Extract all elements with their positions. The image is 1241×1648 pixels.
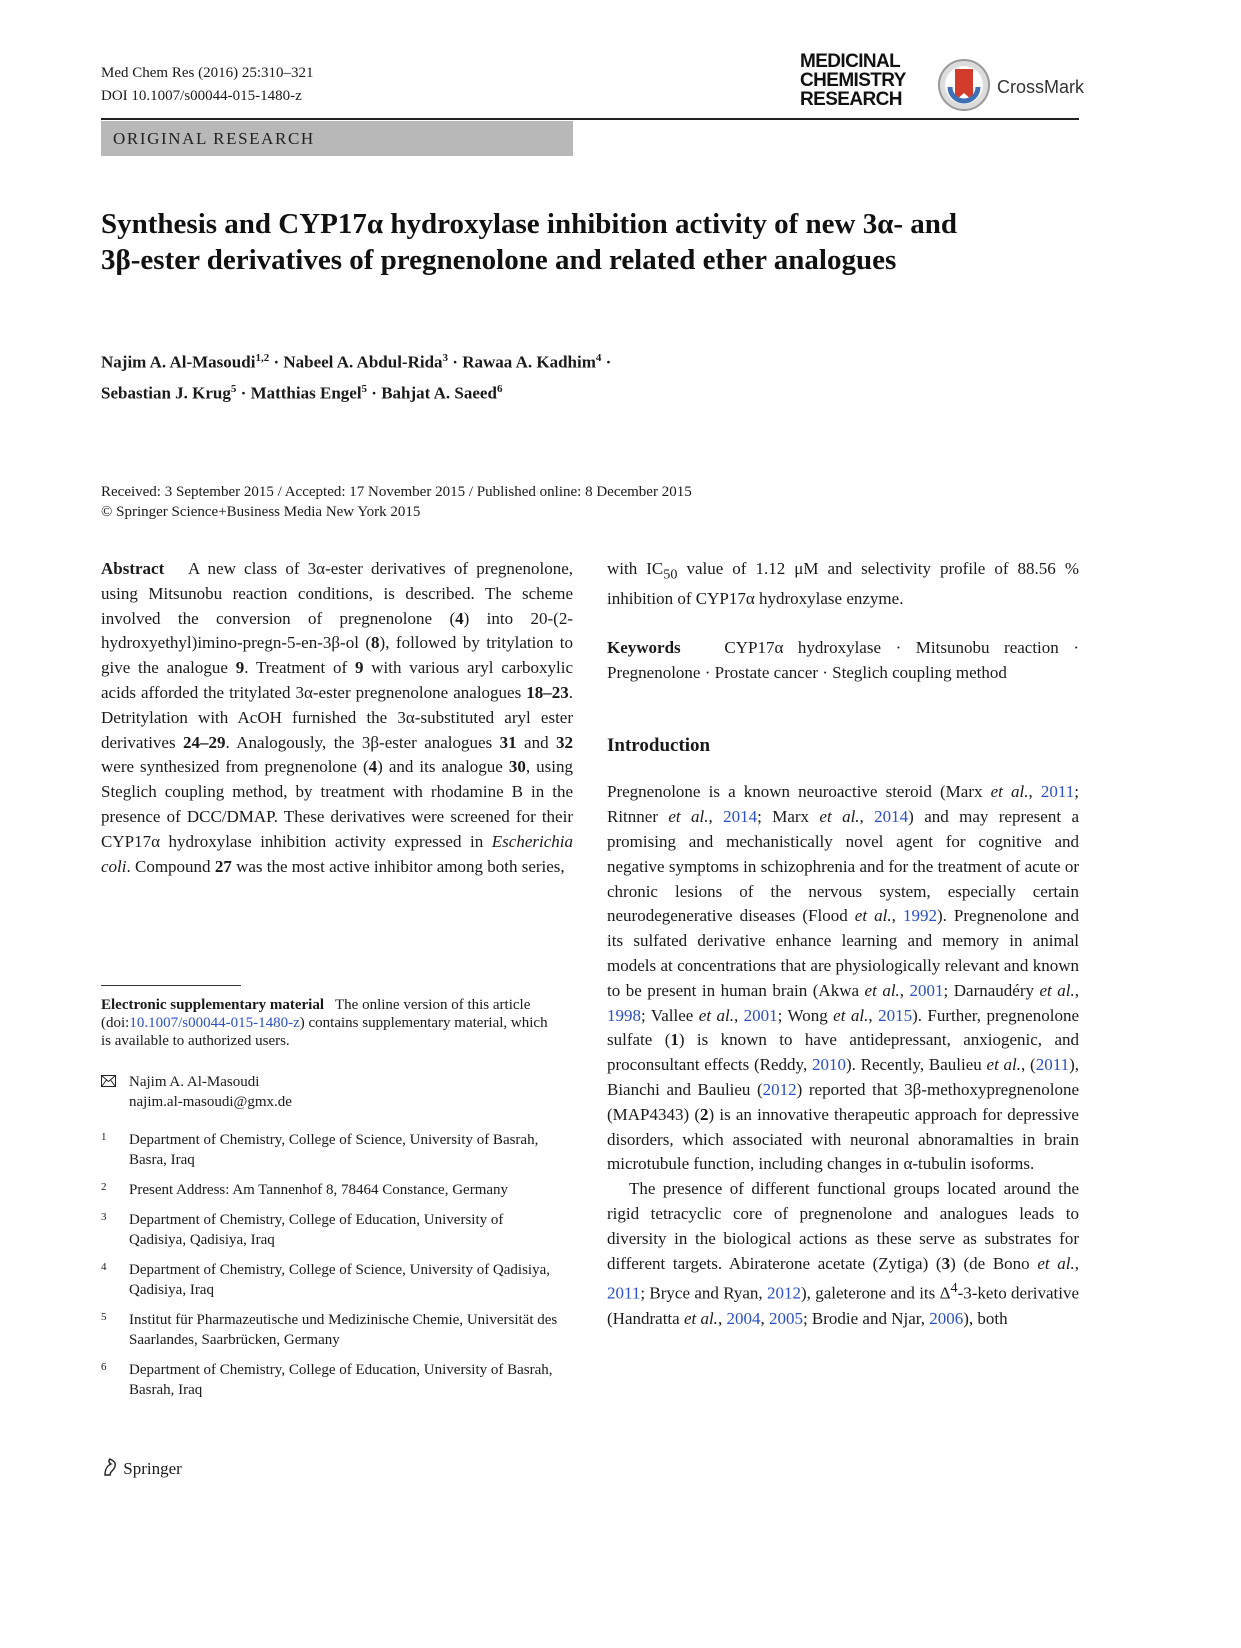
- author-list: Najim A. Al-Masoudi$^{1,2}$ · Nabeel A. Abdul-Rida$^3$ · Rawaa A. Kadhim$^4$ · Sebastian J. Krug$^5$ · Matthias Engel$^5$ · Bahjat A. Saeed$^6$: [101, 352, 612, 403]
- publisher-footer: [101, 1457, 182, 1479]
- corresponding-author: Najim A. Al-Masoudi: [129, 1074, 260, 1090]
- introduction-paragraph: Pregnenolone is a known neuroactive steroid (Marx et al., 2011; Ritnner et al., 2014; Marx et al., 2014) and may represent a promising and mechanistically novel agent for cognitive and negative symptoms in schizophrenia and for the treatment of acute or chronic lesions of the nervous system, especially certain neurodegenerative diseases (Flood et al., 1992). Pregnenolone and its sulfated derivative enhance learning and memory in animal models at concentrations that are physiologically relevant and known to be present in human brain (Akwa et al., 2001; Darnaudéry et al., 1998; Vallee et al., 2001; Wong et al., 2015). Further, pregnenolone sulfate (1) is known to have antidepressant, anxiogenic, and proconsultant effects (Reddy, 2010). Recently, Baulieu et al., (2011), Bianchi and Baulieu (2012) reported that 3β-methoxypregnenolone (MAP4343) (2) is an innovative therapeutic approach for depressive disorders, which associated with neuronal abnoramalties in brain microtubule function, including changes in α-tubulin isoforms.: [607, 782, 1080, 1174]
- affiliation-item: 5 Institut für Pharmazeutische und Medizinische Chemie, Universität des Saarlandes, Saarbrücken, Germany: [101, 1311, 558, 1348]
- published-date: Published online: 8 December 2015: [476, 484, 692, 500]
- author-affiliation-ref: 3: [442, 352, 449, 364]
- received-date: Received: 3 September 2015: [101, 484, 274, 500]
- footnote-divider: [101, 985, 241, 986]
- citation-link[interactable]: 2014: [723, 807, 758, 827]
- affiliation-list: [101, 1130, 561, 1410]
- keywords: Keywords CYP17α hydroxylase · Mitsunobu reaction · Pregnenolone · Prostate cancer · Steglich coupling method: [607, 637, 1080, 682]
- abstract-label: Abstract: [101, 559, 165, 578]
- author-affiliation-ref: 4: [595, 352, 602, 364]
- article-doi: DOI 10.1007/s00044-015-1480-z: [101, 88, 302, 104]
- citation-link[interactable]: 2010: [811, 1055, 846, 1075]
- article-title: Synthesis and CYP17α hydroxylase inhibition activity of new 3α- and 3β-ester derivatives of pregnenolone and related ether analogues: [101, 208, 958, 276]
- citation-link[interactable]: 2004: [726, 1308, 761, 1328]
- introduction-paragraph: The presence of different functional groups located around the rigid tetracyclic core of pregnenolone and analogues leads to diversity in the biological actions as these serve as substrates for different targets. Abiraterone acetate (Zytiga) (3) (de Bono et al., 2011; Bryce and Ryan, 2012), galeterone and its $\Delta^4-3$-keto derivative (Handratta et al., 2004, 2005; Brodie and Njar, 2006), both: [607, 1179, 1079, 1328]
- citation-link[interactable]: 2001: [743, 1005, 778, 1025]
- right-column: [607, 557, 1079, 1332]
- springer-horse-icon: [101, 1457, 119, 1477]
- corresponding-email[interactable]: najim.al-masoudi@gmx.de: [129, 1094, 292, 1110]
- author-name[interactable]: Nabeel A. Abdul-Rida: [283, 352, 443, 372]
- abstract: Abstract A new class of 3α-ester derivatives of pregnenolone, using Mitsunobu reaction conditions, is described. The scheme involved the conversion of pregnenolone (4) into 20-(2-hydroxyethyl)imino-pregn-5-en-3β-ol (8), followed by tritylation to give the analogue 9. Treatment of 9 with various aryl carboxylic acids afforded the tritylated 3α-ester pregnenolone analogues 18–23. Detritylation with AcOH furnished the 3α-substituted aryl ester derivatives 24–29. Analogously, the 3β-ester analogues 31 and 32 were synthesized from pregnenolone (4) and its analogue 30, using Steglich coupling method, by treatment with rhodamine B in the presence of DCC/DMAP. These derivatives were screened for their CYP17α hydroxylase inhibition activity expressed in Escherichia coli. Compound 27 was the most active inhibitor among both series,: [101, 559, 574, 876]
- citation-link[interactable]: 1998: [607, 1005, 641, 1025]
- supplementary-material-note: Electronic supplementary material The online version of this article (doi:10.1007/s00044-015-1480-z) contains supplementary material, which is available to authorized users.: [101, 997, 548, 1049]
- journal-logo: MEDICINAL CHEMISTRY RESEARCH: [800, 51, 906, 110]
- citation-link[interactable]: 2011: [1040, 782, 1075, 802]
- author-affiliation-ref: 6: [496, 382, 503, 395]
- citation-link[interactable]: 2012: [762, 1079, 797, 1099]
- author-name[interactable]: Rawaa A. Kadhim: [462, 352, 596, 372]
- citation-link[interactable]: 2001: [909, 980, 944, 1000]
- correspondence-block: [101, 1072, 561, 1112]
- copyright-line: © Springer Science+Business Media New York 2015: [101, 504, 421, 520]
- author-name[interactable]: Sebastian J. Krug: [101, 383, 231, 403]
- citation-link[interactable]: 2012: [766, 1283, 801, 1303]
- affiliation-item: 6 Department of Chemistry, College of Education, University of Basrah, Basrah, Iraq: [101, 1361, 553, 1398]
- author-affiliation-ref: 5: [230, 382, 237, 395]
- citation-link[interactable]: 2011: [1035, 1055, 1070, 1075]
- author-affiliation-ref: 5: [361, 382, 368, 395]
- author-affiliation-ref: 1,2: [255, 352, 270, 364]
- crossmark-label[interactable]: CrossMark: [997, 77, 1085, 97]
- keywords-label: Keywords: [607, 637, 681, 657]
- header-divider: [101, 118, 1079, 120]
- affiliation-item: 1 Department of Chemistry, College of Science, University of Basrah, Basra, Iraq: [101, 1131, 539, 1168]
- header-logos: [800, 50, 1085, 118]
- affiliation-item: 3 Department of Chemistry, College of Education, University of Qadisiya, Qadisiya, Iraq: [101, 1211, 504, 1248]
- affiliation-item: 2 Present Address: Am Tannenhof 8, 78464 Constance, Germany: [101, 1181, 509, 1198]
- author-name[interactable]: Bahjat A. Saeed: [381, 383, 497, 403]
- crossmark-icon[interactable]: [938, 57, 990, 113]
- citation-link[interactable]: 2006: [929, 1308, 964, 1328]
- author-name[interactable]: Najim A. Al-Masoudi: [101, 352, 256, 372]
- envelope-icon: [101, 1075, 116, 1087]
- section-heading-introduction: Introduction: [607, 734, 711, 756]
- supplementary-doi-link[interactable]: 10.1007/s00044-015-1480-z: [129, 1015, 300, 1031]
- journal-citation-block: [101, 62, 313, 108]
- article-dates: Received: 3 September 2015 / Accepted: 17 November 2015 / Published online: 8 December 2015 © Springer Science+Business Media New York 2015: [101, 484, 692, 520]
- affiliation-item: 4 Department of Chemistry, College of Science, University of Qadisiya, Qadisiya, Iraq: [101, 1261, 551, 1298]
- journal-citation: Med Chem Res (2016) 25:310–321: [101, 65, 314, 81]
- citation-link[interactable]: 2014: [874, 807, 909, 827]
- citation-link[interactable]: 2011: [607, 1283, 641, 1303]
- abstract-continued: with $IC_{50}$ value of 1.12 μM and selectivity profile of 88.56 % inhibition of CYP17α hydroxylase enzyme.: [607, 559, 1079, 609]
- article-type-banner: ORIGINAL RESEARCH: [101, 121, 573, 156]
- citation-link[interactable]: 2005: [768, 1308, 803, 1328]
- citation-link[interactable]: 1992: [902, 906, 937, 926]
- publisher-name: Springer: [123, 1459, 182, 1478]
- accepted-date: Accepted: 17 November 2015: [284, 484, 466, 500]
- author-name[interactable]: Matthias Engel: [250, 383, 362, 403]
- citation-link[interactable]: 2015: [878, 1005, 913, 1025]
